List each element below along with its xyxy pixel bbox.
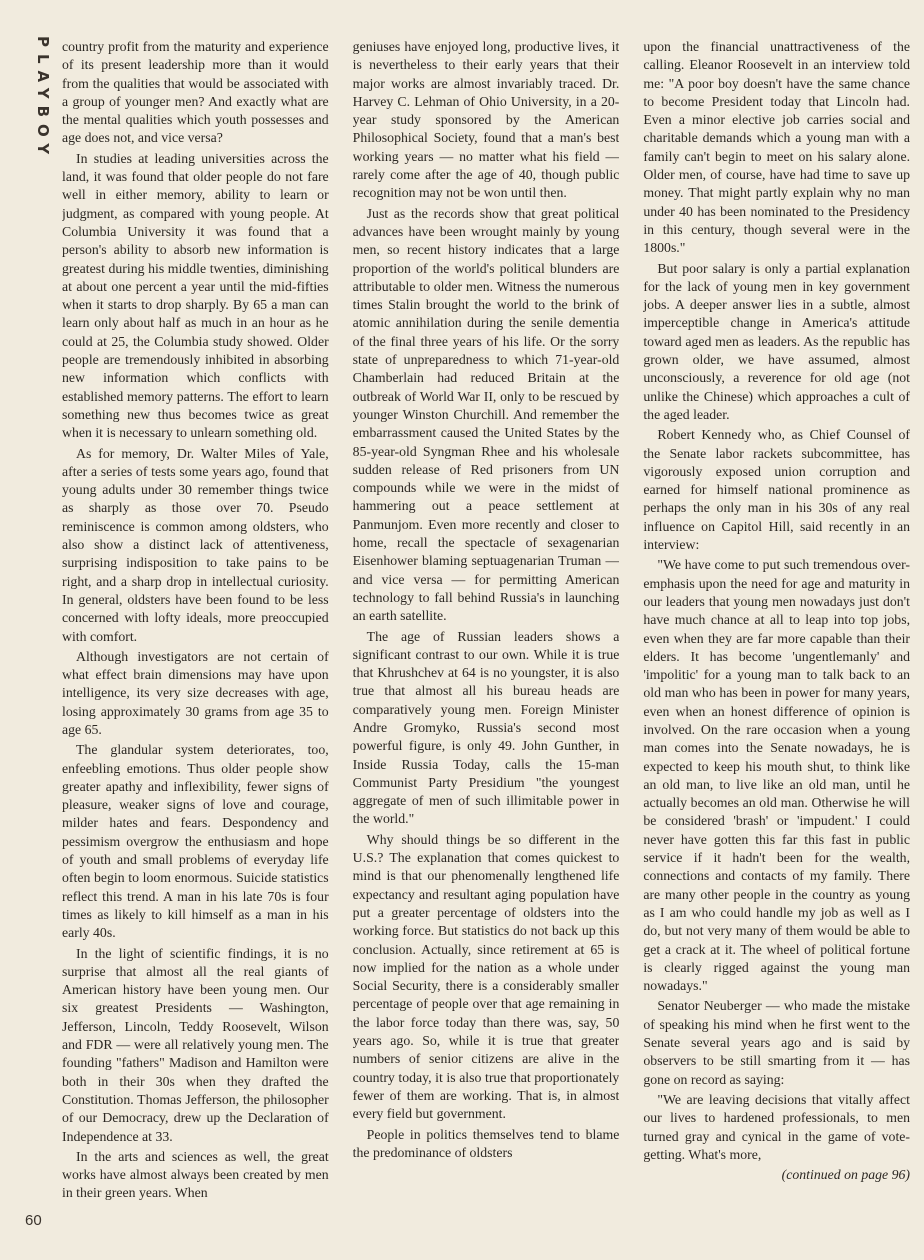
paragraph: Robert Kennedy who, as Chief Counsel of the Senate labor rackets subcommittee, has vigorously exposed union corruption and earned for himself national prominence as perhaps the only man in his 30s of any real influence on Capitol Hill, said recently in an interview: (643, 427, 911, 553)
paragraph: "We are leaving decisions that vitally affect our lives to hardened professionals, to men turned gray and cynical in the game of vote-getting. What's more, (643, 1091, 911, 1162)
column-2 (353, 38, 620, 1238)
paragraph: geniuses have enjoyed long, productive lives, it is nevertheless to their early years that their major works are almost invariably traced. Dr. Harvey C. Lehman of Ohio University, in a 20-year study sponsored by the American Philosophical Society, found that a man's best working years — no matter what his field — rarely come after the age of 40, though public recognition may not be won until then. (352, 39, 620, 201)
paragraph: People in politics themselves tend to blame the predominance of oldsters (352, 1126, 620, 1160)
paragraph: Just as the records show that great political advances have been wrought mainly by young men, so recent history indicates that a large proportion of the world's political blunders are attributable to older men. Witness the numerous times Stalin brought the world to the brink of atomic annihilation during the senile dementia of the final three years of his life. Or the sorry state of unpreparedness to which 71-year-old Chamberlain had reduced Britain at the outbreak of World War II, only to be rescued by younger Winston Churchill. And remember the embarrassment caused the United States by the 85-year-old Syngman Rhee and his wholesale sudden release of Red prisoners from UN compounds while we were in the midst of hammering out a peace settlement at Panmunjom. Even more recently and closer to home, recall the spectacle of sexagenarian Eisenhower blaming septuagenarian Truman — and vice versa — for permitting American technology to fall behind Russia's in launching an earth satellite. (352, 205, 620, 624)
paragraph: In studies at leading universities across the land, it was found that older people do not fare well in either memory, ability to learn or judgment, as compared with young people. At Columbia University it was found that a person's ability to absorb new information is greatest during his middle twenties, diminishing at about one percent a year until the mid-fifties when it starts to drop sharply. By 65 a man can learn only about half as much in an hour as he could at 25, the Columbia study showed. Older people are tremendously inhibited in absorbing new information which conflicts with established memory patterns. The effort to learn something new thus becomes twice as great when it is necessary to unlearn something old. (62, 150, 329, 441)
paragraph: upon the financial unattractiveness of the calling. Eleanor Roosevelt in an interview told me: "A poor boy doesn't have the same chance to become President today that Lincoln had. Even a minor elective job carries social and charitable demands which a young man with a family can't begin to meet on his salary alone. Older men, of course, have had time to save up money. That might partly explain why no man under 40 has been nominated to the Presidency in this century, though several were in the 1800s." (643, 39, 911, 256)
continued-note: (continued on page 96) (781, 1167, 911, 1183)
magazine-name: PLAYBOY (34, 36, 52, 162)
paragraph: "We have come to put such tremendous over-emphasis upon the need for age and maturity in our leaders that young men nowadays just don't have much chance at all to leap into top jobs, even when they are far more capable than their elders. It has become 'ungentlemanly' and 'impolitic' for a young man to talk back to an old man who has been in power for many years, even when an honest difference of opinion is involved. On the rare occasion when a young man comes into the Senate nowadays, he is expected to keep his mouth shut, to think like an old man, to live like an old man, until he actually becomes an old man. Otherwise he will be considered 'brash' or 'impudent.' I could never have gotten this far this fast in public service if it hadn't been for the wealth, connections and contacts of my family. There are many other people in the country as young as I am who could handle my job as well as I do, but not very many of them would be able to get a crack at it. The wheel of political fortune is clearly rigged against the young man nowadays." (643, 557, 911, 994)
paragraph: In the arts and sciences as well, the great works have almost always been created by men in their green years. When (62, 1148, 329, 1201)
paragraph: The glandular system deteriorates, too, enfeebling emotions. Thus older people show greater apathy and inflexibility, fewer signs of pleasure, weaker signs of love and courage, milder hates and fears. Despondency and pessimism overgrow the enthusiasm and hope of youth and small problems of everyday life often begin to loom enormous. Suicide statistics reflect this trend. A man in his late 70s is four times as likely to kill himself as a man in his early 40s. (62, 742, 329, 941)
paragraph: The age of Russian leaders shows a significant contrast to our own. While it is true that Khrushchev at 64 is no youngster, it is also true that almost all his bureau heads are comparatively young men. Foreign Minister Andre Gromyko, Russia's second most powerful figure, is only 49. John Gunther, in Inside Russia Today, calls the 15-man Communist Party Presidium "the youngest aggregate of men of such illimitable power in the world." (352, 628, 620, 827)
paragraph: Why should things be so different in the U.S.? The explanation that comes quickest to mind is that our phenomenally lengthened life expectancy and resultant aging population have put a greater percentage of oldsters into the working force. But statistics do not back up this conclusion. Actually, since retirement at 65 is now implied for the nation as a whole under Social Security, there is a considerably smaller percentage of people over that age remaining in the labor force today than there was, say, 50 years ago. So, while it is true that greater numbers of senior citizens are alive in the country today, it is also true that proportionately fewer of them are working. That is, in almost every field but government. (352, 831, 620, 1122)
paragraph: But poor salary is only a partial explanation for the lack of young men in key government jobs. A deeper answer lies in a subtle, almost imperceptible change in America's attitude toward aged men as leaders. As the republic has grown older, we have assumed, almost unconsciously, a reverence for old age (not unlike the Chinese) which approaches a cult of the aged leader. (643, 260, 911, 422)
page-number: 60 (25, 1212, 42, 1229)
paragraph: In the light of scientific findings, it is no surprise that almost all the real giants of American history have been young men. Our six greatest Presidents — Washington, Jefferson, Lincoln, Teddy Roosevelt, Wilson and FDR — were all relatively young men. The founding "fathers" Madison and Hamilton were both in their 30s when they drafted the Constitution. Thomas Jefferson, the philosopher of our Democracy, drew up the Declaration of Independence at 33. (62, 945, 329, 1144)
paragraph: country profit from the maturity and experience of its present leadership more than it would from the qualities that would be associated with a group of younger men? And exactly what are the mental qualities which youth possesses and age does not, and vice versa? (62, 39, 329, 146)
column-3 (643, 38, 910, 1238)
column-1 (62, 38, 329, 1238)
paragraph: Senator Neuberger — who made the mistake of speaking his mind when he first went to the Senate several years ago and is said by observers to be still smarting from it — has gone on record as saying: (643, 998, 911, 1087)
paragraph: As for memory, Dr. Walter Miles of Yale, after a series of tests some years ago, found that young adults under 30 remember things twice as sharply as those over 70. Pseudo reminiscence is common among oldsters, who also show a distinct lack of attentiveness, surprising indisposition to take pains to be right, and a sharp drop in intellectual curiosity. In general, oldsters have been found to be less concerned with lofty ideals, more preoccupied with comfort. (62, 445, 329, 644)
paragraph: Although investigators are not certain of what effect brain dimensions may have upon intelligence, its very size decreases with age, losing approximately 30 grams from age 35 to age 65. (62, 648, 329, 737)
article-body (62, 38, 910, 1238)
